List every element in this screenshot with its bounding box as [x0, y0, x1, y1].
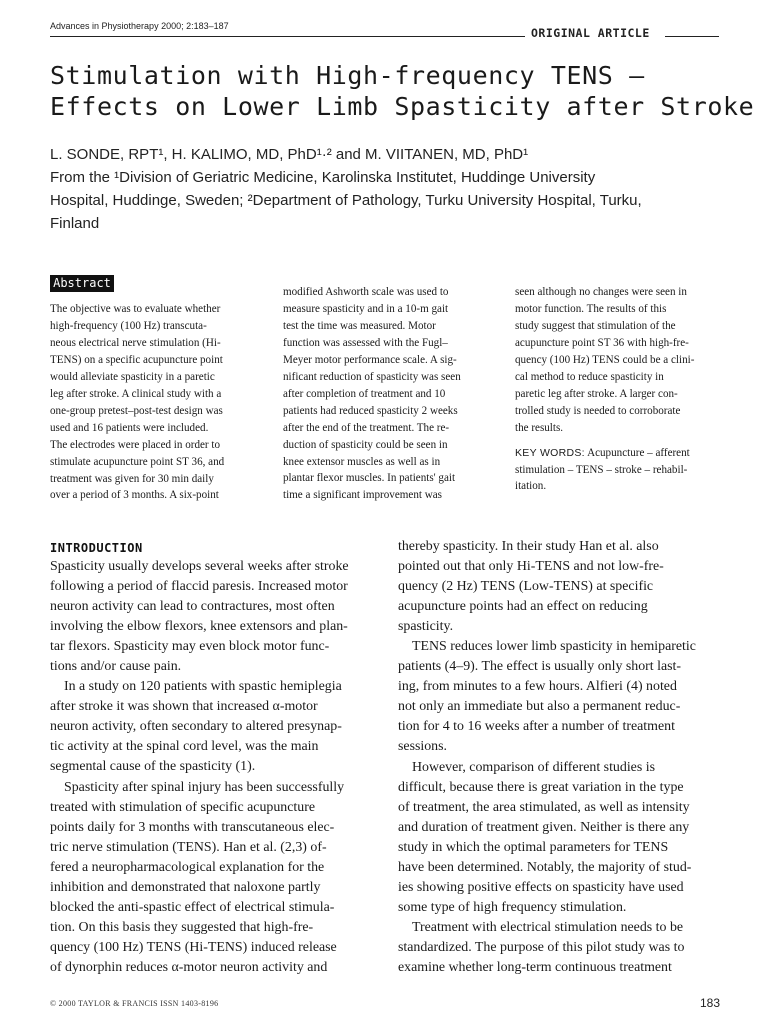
abstract-line: knee extensor muscles as well as in [283, 455, 441, 468]
abstract-line: high-frequency (100 Hz) transcuta- [50, 319, 207, 332]
keywords-line [515, 445, 722, 462]
body-line: quency (2 Hz) TENS (Low-TENS) at specific [398, 579, 654, 595]
author-names: L. SONDE, RPT¹, H. KALIMO, MD, PhD¹·² and M. VIITANEN, MD, PhD¹ [50, 146, 529, 163]
author-block [50, 143, 740, 235]
body-line: Spasticity usually develops several weeks after stroke [50, 559, 349, 574]
body-line: pointed out that only Hi-TENS and not low-fre- [398, 559, 664, 575]
abstract-line: plantar flexor muscles. In patients' gait [283, 472, 456, 485]
body-line: sessions. [398, 739, 448, 755]
abstract-label: Abstract [50, 275, 114, 292]
keywords-line: itation. [515, 480, 547, 493]
body-line: acupuncture points had an effect on reducing [398, 599, 648, 615]
abstract-line: quency (100 Hz) TENS could be a clini- [515, 353, 695, 366]
keywords-line: stimulation – TENS – stroke – rehabil- [515, 463, 688, 476]
abstract-line: leg after stroke. A clinical study with a [50, 387, 222, 400]
body-line: thereby spasticity. In their study Han et al. also [398, 539, 659, 554]
body-line: ing, from minutes to a few hours. Alfieri (4) noted [398, 679, 677, 695]
body-line: tions and/or cause pain. [50, 659, 182, 675]
body-line: of treatment, the area stimulated, as well as intensity [398, 799, 690, 815]
abstract-line: duction of spasticity could be seen in [283, 438, 448, 451]
body-line: involving the elbow flexors, knee extensors and plan- [50, 619, 348, 635]
body-line: points daily for 3 months with transcutaneous elec- [50, 819, 335, 835]
abstract-line: TENS) on a specific acupuncture point [50, 353, 223, 366]
abstract-line: trolled study is needed to corroborate [515, 404, 681, 417]
header-rule-right [665, 36, 719, 37]
body-line: treated with stimulation of specific acupuncture [50, 799, 315, 815]
abstract-line: used and 16 patients were included. [50, 421, 209, 434]
body-line: have been determined. Notably, the majority of stud- [398, 859, 692, 875]
abstract-line: The electrodes were placed in order to [50, 438, 221, 451]
body-line: TENS reduces lower limb spasticity in hemiparetic [412, 639, 696, 655]
body-line: not only an immediate but also a permanent reduc- [398, 699, 681, 715]
body-line: following a period of flaccid paresis. Increased motor [50, 579, 348, 595]
body-line: tric nerve stimulation (TENS). Han et al. (2,3) of- [50, 839, 327, 855]
body-line: segmental cause of the spasticity (1). [50, 759, 256, 775]
body-line: study in which the optimal parameters for TENS [398, 839, 669, 855]
abstract-line: nificant reduction of spasticity was seen [283, 370, 461, 383]
abstract-line: The objective was to evaluate whether [50, 303, 221, 315]
title-line: Stimulation with High-frequency TENS – [50, 61, 645, 90]
body-line: patients (4–9). The effect is usually only short last- [398, 659, 682, 675]
affiliation-line: Finland [50, 215, 100, 232]
abstract-column-2 [283, 284, 490, 504]
body-line: tar flexors. Spasticity may even block motor func- [50, 639, 330, 655]
abstract-line: acupuncture point ST 36 with high-fre- [515, 336, 689, 349]
body-line: of dynorphin reduces α-motor neuron activity and [50, 959, 328, 975]
body-line: In a study on 120 patients with spastic hemiplegia [64, 679, 342, 695]
abstract-line: modified Ashworth scale was used to [283, 286, 449, 298]
journal-citation: Advances in Physiotherapy 2000; 2:183–187 [50, 21, 229, 31]
article-type-label: ORIGINAL ARTICLE [531, 26, 650, 40]
abstract-line: time a significant improvement was [283, 489, 442, 502]
body-line: However, comparison of different studies is [412, 759, 655, 775]
abstract-line: motor function. The results of this [515, 302, 667, 315]
body-line: blocked the anti-spastic effect of electrical stimula- [50, 899, 335, 915]
body-line: fered a neuropharmacological explanation for the [50, 859, 325, 875]
abstract-line: patients had reduced spasticity 2 weeks [283, 404, 458, 417]
abstract-line: one-group pretest–post-test design was [50, 404, 223, 417]
article-title [50, 60, 755, 122]
body-line: Treatment with electrical stimulation needs to be [412, 919, 684, 935]
abstract-line: the results. [515, 421, 564, 434]
abstract-line: function was assessed with the Fugl– [283, 336, 448, 349]
body-column-right [398, 537, 708, 978]
title-line: Effects on Lower Limb Spasticity after Stroke [50, 92, 755, 121]
abstract-column-3 [515, 284, 722, 495]
abstract-line: after the end of the treatment. The re- [283, 421, 450, 434]
abstract-line: stimulate acupuncture point ST 36, and [50, 455, 225, 468]
keywords-text: Acupuncture – afferent [584, 446, 690, 459]
abstract-line: test the time was measured. Motor [283, 319, 436, 332]
abstract-line: cal method to reduce spasticity in [515, 370, 664, 383]
abstract-line: measure spasticity and in a 10-m gait [283, 302, 449, 315]
body-line: tic activity at the spinal cord level, was the main [50, 739, 319, 755]
abstract-line: neous electrical nerve stimulation (Hi- [50, 336, 221, 349]
abstract-line: study suggest that stimulation of the [515, 319, 676, 332]
body-line: ies showing positive effects on spasticity have used [398, 879, 684, 895]
abstract-line: over a period of 3 months. A six-point [50, 489, 219, 502]
body-line: spasticity. [398, 619, 454, 635]
abstract-line: after completion of treatment and 10 [283, 387, 446, 400]
abstract-line: seen although no changes were seen in [515, 286, 687, 298]
keywords-label: KEY WORDS: [515, 446, 585, 459]
header-rule [50, 36, 525, 37]
abstract-column-1 [50, 301, 257, 504]
page-number: 183 [700, 996, 721, 1010]
body-line: difficult, because there is great variation in the type [398, 779, 684, 795]
section-heading: INTRODUCTION [50, 541, 143, 555]
affiliation-line: From the ¹Division of Geriatric Medicine, Karolinska Institutet, Huddinge University [50, 169, 596, 186]
abstract-line: would alleviate spasticity in a paretic [50, 370, 215, 383]
body-line: inhibition and demonstrated that naloxone partly [50, 879, 321, 895]
abstract-line: treatment was given for 30 min daily [50, 472, 214, 485]
body-line: standardized. The purpose of this pilot study was to [398, 939, 685, 955]
body-line: tion. On this basis they suggested that high-fre- [50, 919, 314, 935]
body-line: neuron activity can lead to contractures, most often [50, 599, 335, 615]
affiliation-line: Hospital, Huddinge, Sweden; ²Department of Pathology, Turku University Hospital, Turku, [50, 192, 642, 209]
body-line: and duration of treatment given. Neither is there any [398, 819, 690, 835]
abstract-line: Meyer motor performance scale. A sig- [283, 353, 457, 366]
body-line: quency (100 Hz) TENS (Hi-TENS) induced release [50, 939, 337, 955]
body-line: after stroke it was shown that increased α-motor [50, 699, 318, 715]
copyright-line: © 2000 TAYLOR & FRANCIS ISSN 1403-8196 [50, 999, 219, 1008]
body-line: tion for 4 to 16 weeks after a number of treatment [398, 719, 675, 735]
body-line: some type of high frequency stimulation. [398, 899, 627, 915]
abstract-line: paretic leg after stroke. A larger con- [515, 387, 678, 400]
body-line: examine whether long-term continuous treatment [398, 959, 672, 975]
body-line: neuron activity, often secondary to altered presynap- [50, 719, 342, 735]
body-line: Spasticity after spinal injury has been successfully [64, 779, 345, 795]
body-column-left [50, 557, 360, 978]
